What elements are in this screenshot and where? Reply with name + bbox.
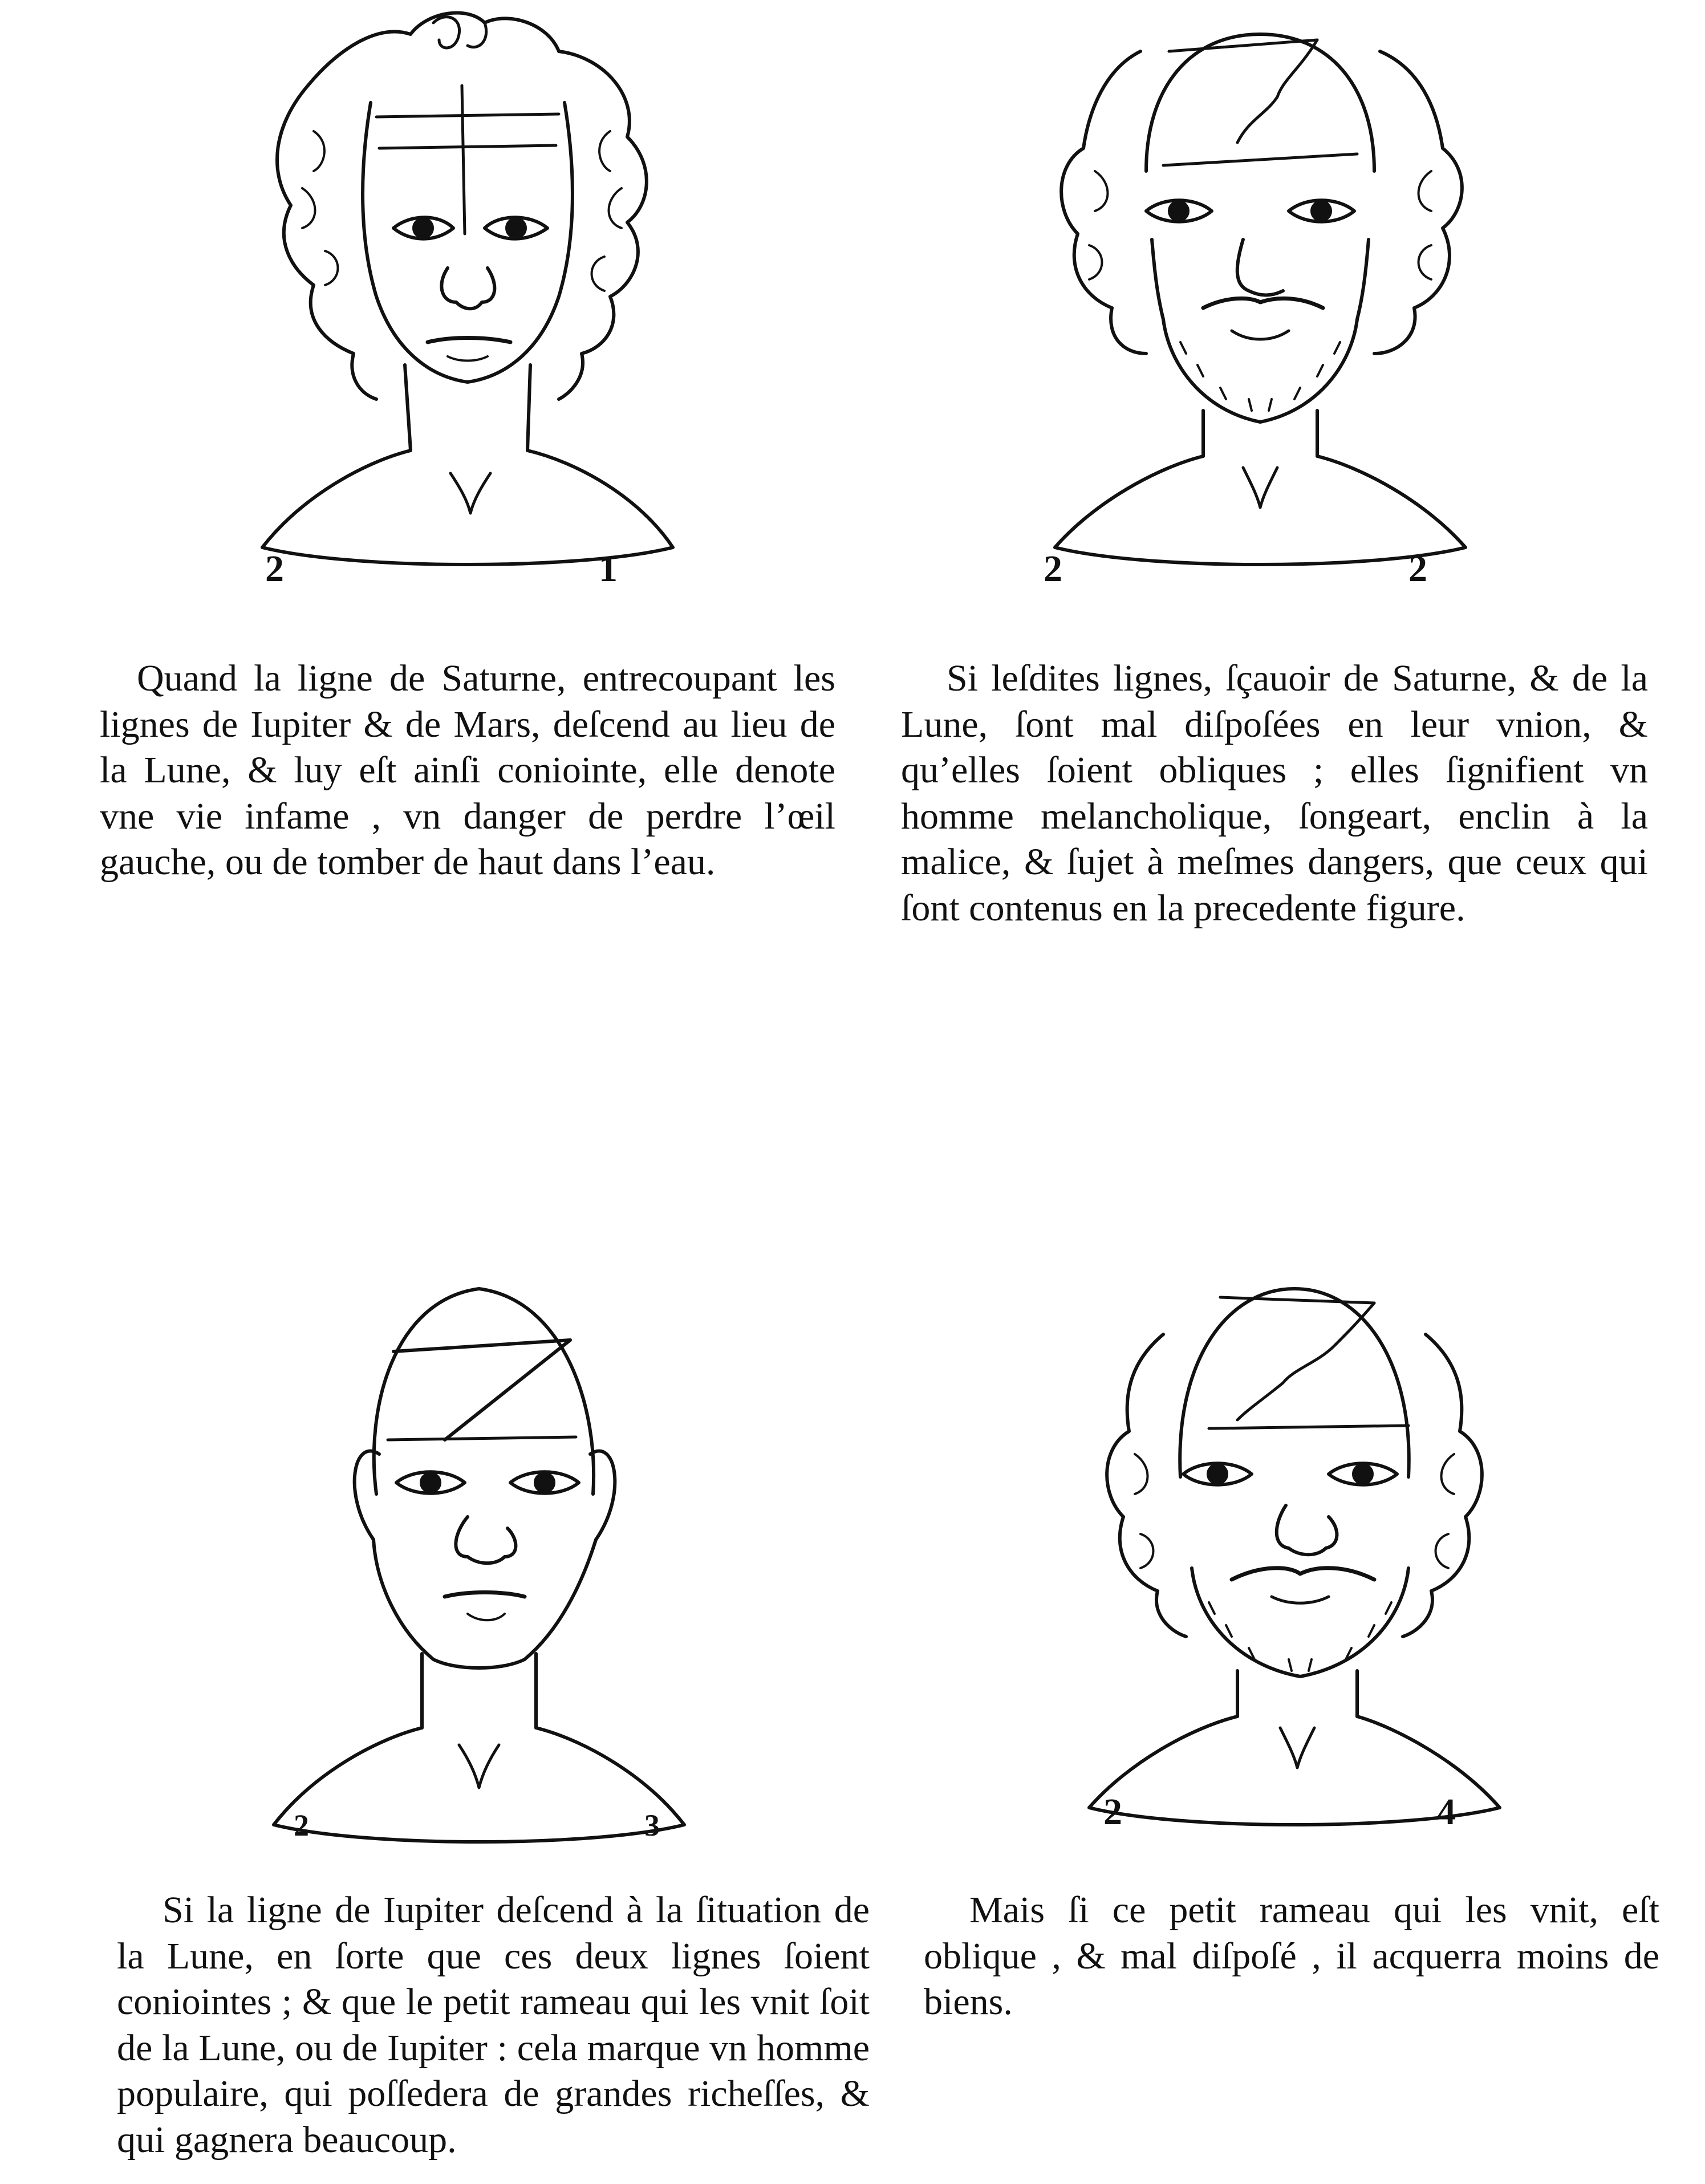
face-illustration-3 [251,1266,707,1870]
figure-1-left-number: 2 [265,548,284,590]
figure-2-caption: Si leſdites lignes, ſçauoir de Saturne, & de la Lune, ſont mal diſpoſées en leur vnion, & qu’elles ſoient obliques ; elles ſignifient vn homme melancholique, ſongeart, enclin à la malice, & ſujet à meſmes dangers, que ceux qui ſont contenus en la precedente figure. [901,657,1648,929]
face-illustration-1 [239,0,696,604]
figure-4-left-number: 2 [1103,1791,1122,1833]
figure-2-right-number: 2 [1408,548,1427,590]
figure-3-left-number: 2 [294,1808,309,1842]
face-illustration-2 [1032,0,1488,604]
figure-3-right-number: 3 [644,1808,660,1842]
figure-3-caption: Si la ligne de Iupiter deſcend à la ſituation de la Lune, en ſorte que ces deux lignes ſoient coniointes ; & que le petit rameau qui les vnit ſoit de la Lune, ou de Iupiter : cela marque vn homme populaire, qui poſſedera de grandes richeſſes, & qui gagnera beaucoup. [117,1889,870,2161]
figure-1-caption: Quand la ligne de Saturne, entrecoupant les lignes de Iupiter & de Mars, deſcend au lieu de la Lune, & luy eſt ainſi coniointe, elle denote vne vie infame , vn danger de perdre l’œil gauche, ou de tomber de haut dans l’eau. [100,657,835,883]
face-illustration-4 [1066,1249,1523,1853]
figure-4-caption: Mais ſi ce petit rameau qui les vnit, eſt oblique , & mal diſpoſé , il acquerra moins de biens. [924,1889,1659,2023]
figure-1-right-number: 1 [599,548,618,590]
figure-4-right-number: 4 [1437,1791,1456,1833]
figure-2-left-number: 2 [1044,548,1062,590]
